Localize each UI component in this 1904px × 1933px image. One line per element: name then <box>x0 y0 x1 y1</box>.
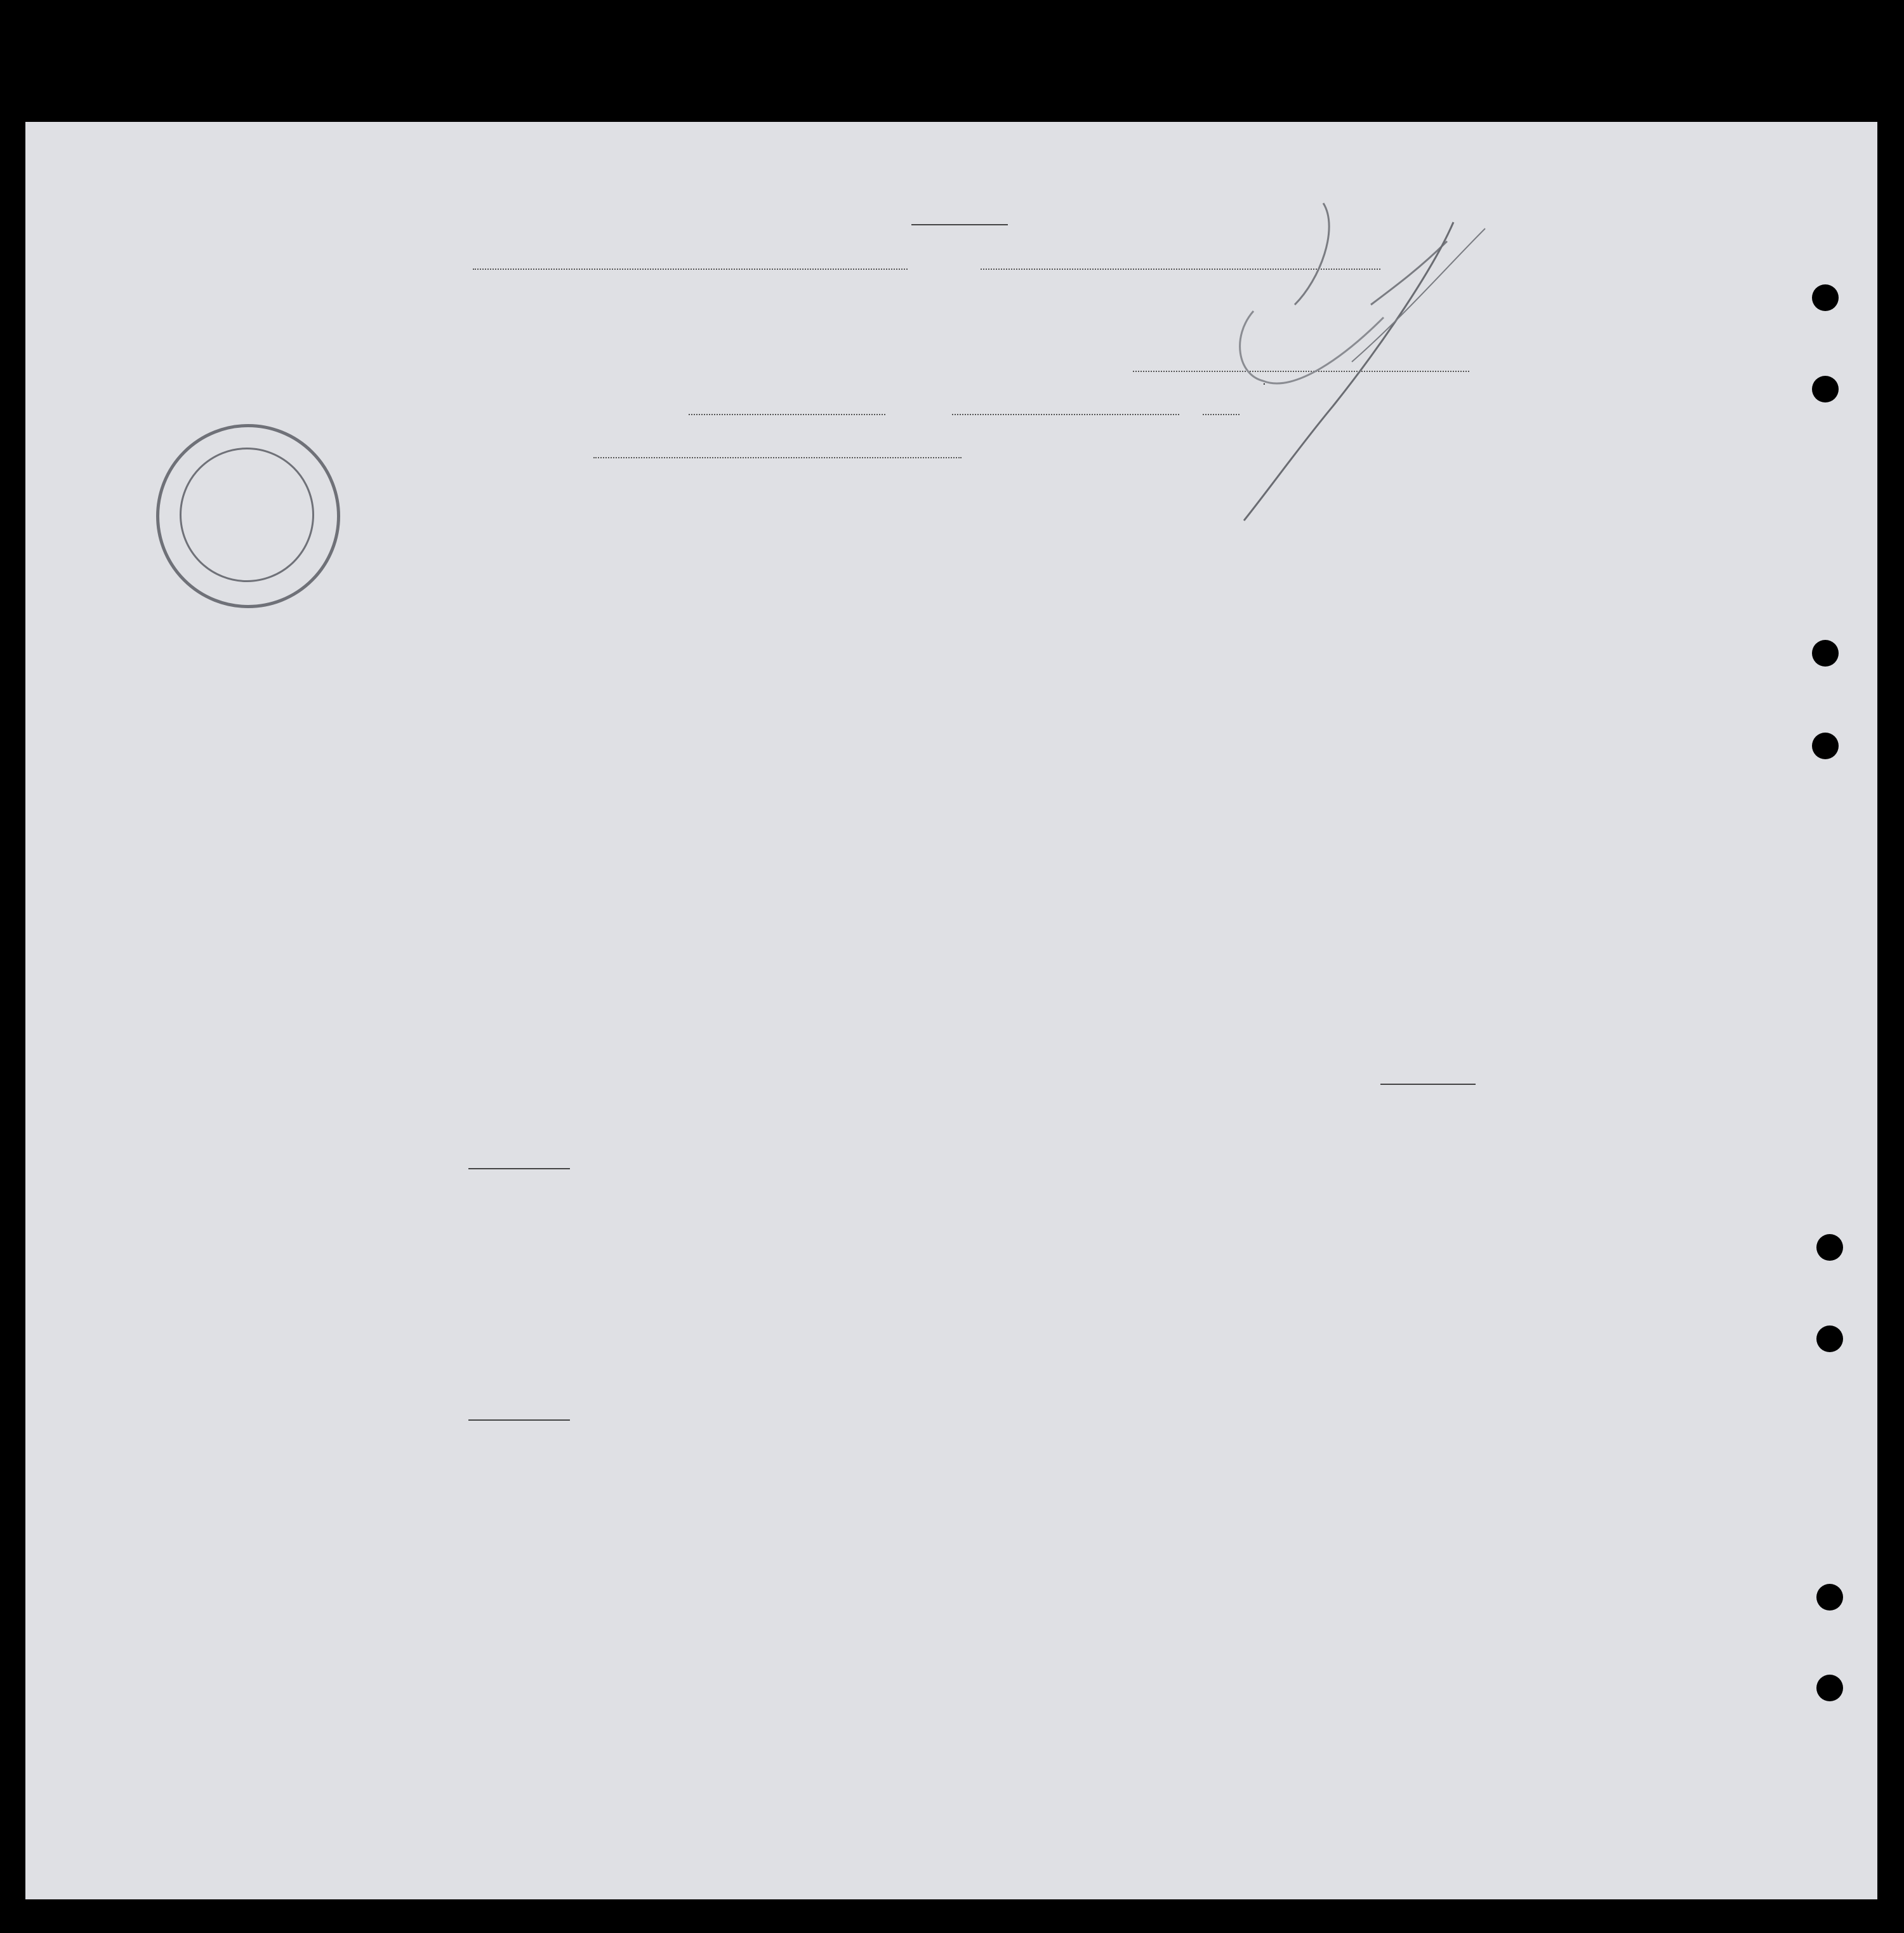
punch-hole <box>1816 1234 1843 1261</box>
day-line <box>689 414 885 415</box>
name-line <box>473 269 908 270</box>
inspector-line <box>593 457 962 458</box>
punch-hole <box>1812 376 1839 402</box>
notice-divider <box>468 1168 570 1169</box>
master-signature-scrawl <box>1193 190 1561 533</box>
punch-hole <box>1816 1325 1843 1352</box>
master-label: . <box>1263 375 1266 388</box>
races-divider <box>1380 1084 1476 1085</box>
mail-stamp <box>156 424 340 608</box>
month-line <box>952 414 1179 415</box>
document-page <box>25 122 1877 1899</box>
title-divider <box>911 224 1008 225</box>
extract-1917-divider <box>468 1419 570 1421</box>
punch-hole <box>1816 1675 1843 1701</box>
stamp-content <box>197 453 299 580</box>
punch-hole <box>1816 1584 1843 1611</box>
punch-hole <box>1812 284 1839 311</box>
punch-hole <box>1812 733 1839 759</box>
punch-hole <box>1812 640 1839 667</box>
